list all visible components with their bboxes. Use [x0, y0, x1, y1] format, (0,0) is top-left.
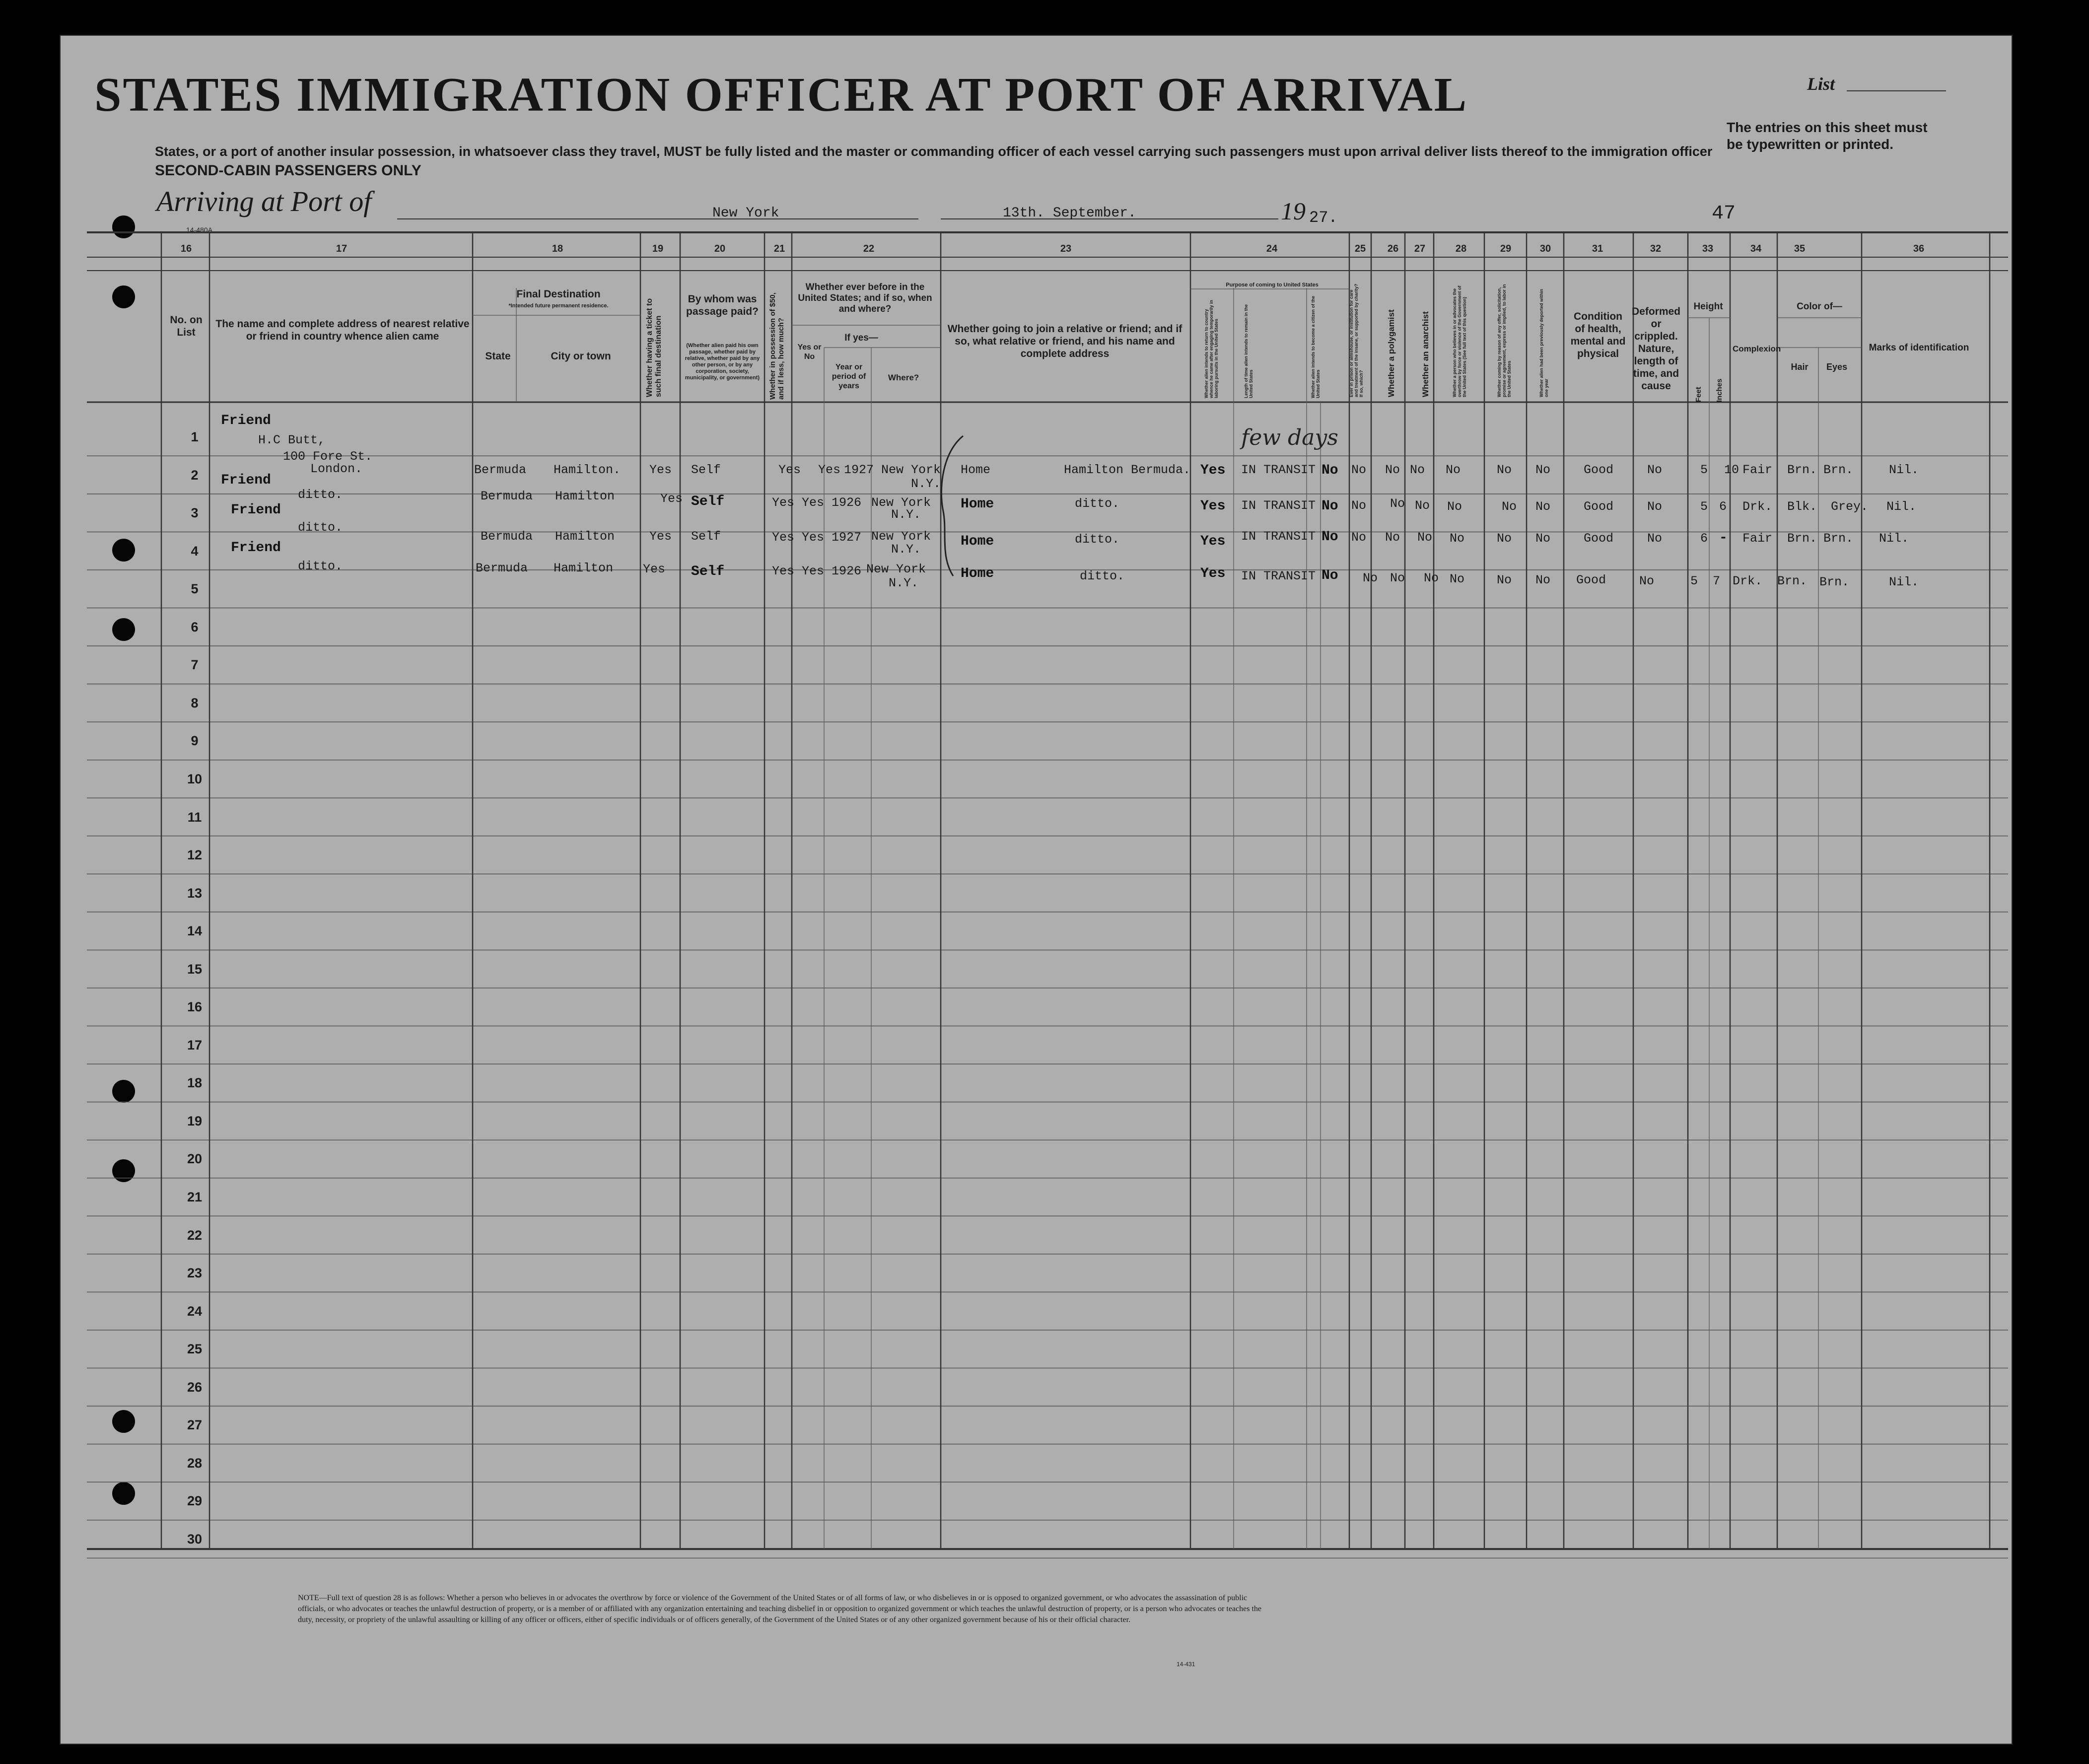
entry-citizen: No	[1322, 463, 1338, 478]
entry-health: Good	[1576, 573, 1606, 587]
entry-deformed: No	[1647, 463, 1663, 477]
entry-city: Hamilton	[555, 529, 615, 544]
row-number: 13	[187, 885, 203, 901]
entry-state: Bermuda	[481, 529, 533, 544]
header-col17: The name and complete address of nearest relative or friend in country whence alien came	[215, 318, 470, 342]
entry-q30: No	[1535, 573, 1551, 587]
header-col20-note: (Whether alien paid his own passage, whether paid by relative, whether paid by any other person, or by any corporation, society, municipality, or government)	[685, 343, 760, 381]
entry-eyes: Grey.	[1831, 499, 1869, 514]
entry-citizen: No	[1322, 529, 1338, 545]
entry-deformed: No	[1647, 531, 1663, 546]
header-col20: By whom was passage paid?	[686, 293, 759, 317]
entry-q30: No	[1535, 531, 1551, 546]
entry-feet: 6	[1700, 531, 1708, 546]
entry-year: 1926	[832, 564, 862, 578]
header-col33: Height	[1693, 301, 1723, 312]
entry-complexion: Fair	[1742, 463, 1773, 477]
year-suffix: 27.	[1309, 209, 1338, 227]
header-col25: Ever in prison or almshouse, or institution for care and treatment of the insane, or supported by charity? If so, which?	[1349, 283, 1364, 397]
row-number: 4	[191, 543, 199, 559]
entry-q30: No	[1535, 499, 1551, 514]
entry-where2: N.Y.	[889, 576, 919, 590]
row-number: 21	[187, 1190, 203, 1205]
row-number: 6	[191, 619, 199, 635]
entry-ticket: Yes	[649, 463, 672, 477]
entry-where2: N.Y.	[911, 477, 941, 491]
header-second-cabin: SECOND-CABIN PASSENGERS ONLY	[155, 162, 421, 179]
typewritten-notice: The entries on this sheet must be typewritten or printed.	[1727, 120, 1928, 152]
entry-polygamist: No	[1385, 463, 1400, 477]
entry-where2: N.Y.	[891, 542, 921, 557]
footnote: NOTE—Full text of question 28 is as follows: Whether a person who believes in or advocates the overthrow by force or violence of the Government of the United States or of all forms of law, or who disbelieves in or is opposed to organized government, or who advocates the assassination of public officials, or who advocates or teaches the unlawful destruction of property, or is a member of or affiliated with any organization entertaining and teaching disbelief in or opposition to organized government or which teaches the unlawful destruction of property, or is a person who advocates or teaches the duty, necessity, or propriety of the unlawful assaulting or killing of any officer or officers, either of specific individuals or of officers generally, of the Government of the United States or of any other organized government because of his or their official character.	[298, 1594, 1262, 1624]
entry-money: Yes	[778, 463, 801, 477]
entry-paid-by: Self	[691, 494, 725, 509]
row-number: 12	[187, 847, 203, 863]
entry-deformed: No	[1639, 574, 1655, 588]
header-col24-b: Length of time alien intends to remain in the United States	[1244, 304, 1253, 398]
row-number: 29	[187, 1493, 203, 1509]
colnum-16: 16	[180, 243, 192, 254]
entry-paid-by: Self	[691, 529, 721, 544]
entry-length: IN TRANSIT	[1241, 463, 1316, 477]
entry-feet: 5	[1690, 574, 1698, 588]
entry-complexion: Fair	[1742, 531, 1773, 546]
entry-paid-by: Self	[691, 564, 725, 579]
entry-feet: 5	[1700, 499, 1708, 514]
entry-year: 1926	[832, 495, 862, 510]
entry-inches: -	[1719, 530, 1728, 546]
list-label: List	[1807, 74, 1835, 94]
colnum-17: 17	[336, 243, 348, 254]
entry-health: Good	[1584, 531, 1614, 546]
entry-year: 1927	[844, 463, 874, 477]
entry-purpose: Yes	[1200, 534, 1226, 549]
entry-before: Yes	[802, 564, 825, 578]
entry-anarchist: No	[1417, 530, 1433, 545]
entry-where: New York	[866, 562, 926, 576]
colnum-27: 27	[1414, 243, 1426, 254]
entry-ticket: Yes	[643, 562, 666, 576]
colnum-32: 32	[1650, 243, 1662, 254]
header-col27: Whether an anarchist	[1421, 311, 1430, 397]
entry-where2: N.Y.	[891, 507, 921, 522]
header-col32: Deformed or crippled. Nature, length of time, and cause	[1631, 306, 1681, 392]
entry-eyes: Brn.	[1823, 531, 1854, 546]
entry-citizen: No	[1322, 498, 1338, 514]
colnum-30: 30	[1539, 243, 1551, 254]
entry-length: IN TRANSIT	[1241, 498, 1316, 513]
entry-polygamist: No	[1390, 496, 1405, 511]
entry-where: New York	[871, 495, 931, 510]
header-col19: Whether having a ticket to such final destination	[645, 298, 663, 397]
entry-purpose: Yes	[1200, 498, 1226, 514]
entry-address-line1: ditto.	[298, 520, 343, 535]
row-number: 17	[187, 1037, 203, 1053]
header-col33-feet: Feet	[1694, 387, 1703, 402]
header-state: State	[485, 351, 511, 362]
colnum-26: 26	[1387, 243, 1399, 254]
row-number: 8	[191, 695, 199, 710]
header-col24: Purpose of coming to United States	[1226, 282, 1319, 288]
row-number: 14	[187, 923, 203, 939]
colnum-31: 31	[1592, 243, 1603, 254]
entry-relation: Friend	[221, 413, 271, 428]
arriving-label: Arriving at Port of	[156, 185, 372, 217]
page-title: STATES IMMIGRATION OFFICER AT PORT OF ARRIVAL	[94, 68, 1468, 122]
entry-joining: Home	[961, 463, 991, 477]
entry-paid-by: Self	[691, 463, 721, 477]
handwritten-bracket	[933, 432, 968, 581]
entry-polygamist: No	[1385, 530, 1400, 545]
header-col18-note: *Intended future permanent residence.	[508, 303, 609, 309]
entry-prison: No	[1351, 463, 1367, 477]
entry-hair: Blk.	[1787, 499, 1817, 514]
colnum-33: 33	[1702, 243, 1714, 254]
entry-anarchist: No	[1415, 498, 1430, 513]
header-col22-ifyes: If yes—	[844, 333, 878, 343]
colnum-22: 22	[863, 243, 875, 254]
entry-relation: Friend	[231, 502, 281, 518]
entry-address-line2: 100 Fore St.	[283, 449, 373, 464]
entry-q29: No	[1497, 463, 1512, 477]
entry-q28: No	[1450, 531, 1465, 546]
row-number: 19	[187, 1113, 203, 1129]
colnum-28: 28	[1455, 243, 1467, 254]
entry-inches: 10	[1724, 463, 1740, 477]
header-col30: Whether alien had been previously deported within one year	[1539, 288, 1549, 397]
entry-joining: Home	[961, 496, 994, 512]
entry-purpose: Yes	[1200, 566, 1226, 581]
entry-eyes: Brn.	[1819, 575, 1850, 589]
entry-address-line1: H.C Butt,	[258, 433, 326, 447]
entry-hair: Brn.	[1787, 463, 1817, 477]
year-prefix: 19	[1281, 197, 1306, 225]
entry-deformed: No	[1647, 499, 1663, 514]
entry-q28: No	[1450, 572, 1465, 586]
colnum-19: 19	[652, 243, 664, 254]
header-col35-hair: Hair	[1791, 362, 1809, 372]
entry-marks: Nil.	[1886, 499, 1917, 514]
entry-polygamist: No	[1390, 571, 1405, 585]
entry-city: Hamilton	[555, 489, 615, 503]
entry-city: Hamilton	[554, 561, 614, 575]
entry-anarchist: No	[1410, 463, 1425, 477]
entry-year: 1927	[832, 530, 862, 545]
entry-complexion: Drk.	[1733, 574, 1763, 588]
colnum-35: 35	[1794, 243, 1806, 254]
header-col22: Whether ever before in the United States; and if so, when and where?	[798, 282, 932, 314]
header-col24-c: Whether alien intends to become a citizen of the United States	[1311, 295, 1321, 398]
header-col35-eyes: Eyes	[1826, 362, 1848, 372]
entry-q30: No	[1535, 463, 1551, 477]
header-col35: Color of—	[1797, 301, 1842, 312]
page-number: 47	[1712, 203, 1736, 225]
entry-city: Hamilton.	[554, 463, 621, 477]
row-number: 16	[187, 999, 203, 1015]
entry-anarchist: No	[1424, 571, 1439, 585]
row-number: 10	[187, 771, 203, 786]
entry-q28: No	[1446, 463, 1461, 477]
row-number: 1	[191, 429, 199, 444]
entry-money: Yes	[772, 530, 795, 545]
entry-prison: No	[1363, 571, 1378, 585]
row-number: 22	[187, 1227, 203, 1243]
entry-relation: Friend	[231, 540, 281, 556]
row-number: 27	[187, 1417, 203, 1433]
entry-address-line1: ditto.	[298, 559, 343, 573]
entry-state: Bermuda	[481, 489, 533, 503]
header-col29: Whether coming by reason of any offer, solicitation, promise or agreement, express or implied, to labor in the United States	[1497, 284, 1512, 397]
entry-money: Yes	[772, 495, 795, 510]
header-col22-where: Where?	[888, 373, 919, 382]
header-subtitle: States, or a port of another insular possession, in whatsoever class they travel, MUST be fully listed and the master or commanding officer of each vessel carrying such passengers must upon arrival deliver lists thereof to the immigration officer	[155, 144, 1713, 159]
entry-address-line3: London.	[310, 462, 363, 476]
entry-hair: Brn.	[1777, 574, 1808, 588]
entry-state: Bermuda	[474, 463, 527, 477]
header-no-on-list: No. on List	[170, 314, 203, 338]
row-number: 18	[187, 1075, 203, 1091]
entry-inches: 7	[1713, 574, 1721, 588]
header-city: City or town	[551, 351, 611, 362]
port-value: New York	[712, 206, 779, 221]
entry-purpose: Yes	[1200, 463, 1226, 478]
entry-hair: Brn.	[1787, 531, 1817, 546]
entry-joining: Home	[961, 534, 994, 549]
header-col22-yesno: Yes or No	[797, 343, 822, 361]
header-col21: Whether in possession of $50, and if less, how much?	[768, 292, 785, 400]
colnum-20: 20	[714, 243, 726, 254]
entry-eyes: Brn.	[1823, 463, 1854, 477]
entry-marks: Nil.	[1889, 575, 1919, 589]
entry-prison: No	[1351, 530, 1367, 545]
entry-length: IN TRANSIT	[1241, 529, 1316, 544]
entry-joining-detail: ditto.	[1075, 496, 1120, 511]
colnum-34: 34	[1750, 243, 1762, 254]
entry-health: Good	[1584, 463, 1614, 477]
row-number: 26	[187, 1379, 203, 1395]
row-number: 9	[191, 733, 199, 749]
header-col23: Whether going to join a relative or friend; and if so, what relative or friend, and his name and complete address	[947, 323, 1183, 359]
entry-joining: Home	[961, 566, 994, 581]
header-col28: Whether a person who believes in or advocates the overthrow by force or violence of the Government of the United States (See full text of this question)	[1452, 285, 1467, 397]
header-col24-a: Whether alien intends to return to country whence he came after engaging temporarily in laboring pursuits in the United States	[1204, 299, 1219, 398]
header-col26: Whether a polygamist	[1387, 309, 1396, 397]
header-col31: Condition of health, mental and physical	[1570, 311, 1626, 359]
entry-citizen: No	[1322, 568, 1338, 583]
entry-joining-detail: ditto.	[1075, 532, 1120, 547]
row-number: 5	[191, 581, 199, 597]
entry-complexion: Drk.	[1742, 499, 1773, 514]
row-number: 23	[187, 1266, 203, 1281]
header-final-destination: Final Destination	[516, 288, 601, 300]
header-col33-inches: Inches	[1715, 378, 1724, 402]
row-number: 15	[187, 961, 203, 977]
row-number: 25	[187, 1341, 203, 1357]
entry-where: New York	[871, 529, 931, 544]
row-number: 3	[191, 505, 199, 521]
entry-q29: No	[1497, 531, 1512, 546]
entry-ticket: Yes	[649, 529, 672, 544]
entry-marks: Nil.	[1879, 531, 1909, 546]
entry-q29: No	[1502, 499, 1517, 514]
entry-ticket: Yes	[660, 492, 683, 506]
entry-before: Yes	[802, 495, 825, 510]
colnum-23: 23	[1060, 243, 1072, 254]
entry-address-line1: ditto.	[298, 488, 343, 502]
form-code: 14-480A	[186, 226, 212, 234]
entry-q28: No	[1447, 499, 1462, 514]
row-number: 20	[187, 1151, 203, 1167]
entry-health: Good	[1584, 499, 1614, 514]
colnum-36: 36	[1913, 243, 1925, 254]
row-number: 28	[187, 1455, 203, 1471]
header-col22-year: Year or period of years	[832, 363, 866, 390]
colnum-24: 24	[1266, 243, 1278, 254]
colnum-21: 21	[773, 243, 785, 254]
header-col36: Marks of identification	[1869, 343, 1969, 353]
entry-relation: Friend	[221, 473, 271, 488]
header-col34: Complexion	[1733, 344, 1781, 353]
row-number: 24	[187, 1303, 203, 1319]
row-number: 30	[187, 1532, 203, 1547]
row-number: 7	[191, 657, 199, 673]
colnum-18: 18	[552, 243, 563, 254]
entry-before: Yes	[818, 463, 841, 477]
entry-where: New York	[881, 463, 941, 477]
colnum-29: 29	[1500, 243, 1512, 254]
entry-joining-detail: ditto.	[1080, 569, 1125, 583]
entry-prison: No	[1351, 498, 1367, 513]
colnum-25: 25	[1354, 243, 1366, 254]
entry-before: Yes	[802, 530, 825, 545]
entry-feet: 5	[1700, 463, 1708, 477]
entry-money: Yes	[772, 564, 795, 578]
footnote-code: 14-431	[1177, 1661, 1195, 1668]
entry-length: IN TRANSIT	[1241, 569, 1316, 583]
entry-inches: 6	[1719, 499, 1727, 514]
entry-q29: No	[1497, 573, 1512, 587]
entry-marks: Nil.	[1889, 463, 1919, 477]
row-number: 2	[191, 467, 199, 483]
entry-joining-detail: Hamilton Bermuda.	[1064, 463, 1191, 477]
handwritten-note: few days	[1241, 425, 1338, 450]
row-number: 11	[187, 809, 202, 825]
date-value: 13th. September.	[1003, 206, 1136, 221]
entry-state: Bermuda	[476, 561, 528, 575]
